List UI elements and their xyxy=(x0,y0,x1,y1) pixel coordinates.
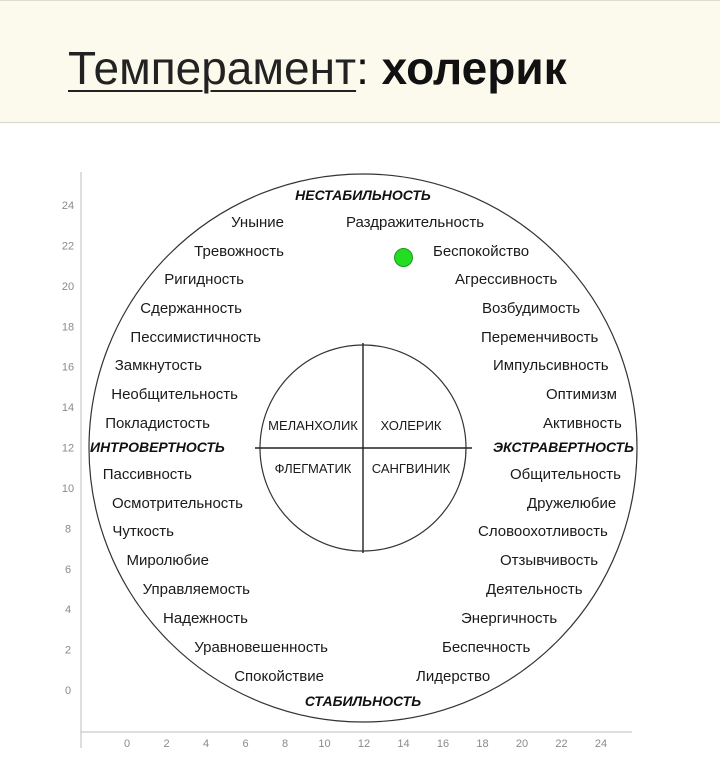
trait-label: Уравновешенность xyxy=(194,639,328,656)
x-tick-label: 2 xyxy=(163,738,170,750)
y-tick-label: 4 xyxy=(64,604,72,617)
trait-label: Лидерство xyxy=(416,668,491,685)
y-tick-label: 24 xyxy=(61,200,75,212)
temperament-value: холерик xyxy=(381,42,567,94)
trait-label: Тревожность xyxy=(194,243,284,260)
trait-label: Уныние xyxy=(231,214,284,231)
trait-label: Словоохотливость xyxy=(478,523,608,540)
trait-label: Осмотрительность xyxy=(111,495,243,512)
y-tick-label: 12 xyxy=(61,442,75,455)
x-tick-label: 14 xyxy=(397,738,410,750)
trait-label: Покладистость xyxy=(105,415,210,432)
y-tick-label: 18 xyxy=(61,321,75,334)
trait-label: Сдержанность xyxy=(140,300,242,317)
quadrant-sanguine: САНГВИНИК xyxy=(371,461,451,476)
x-tick-label: 0 xyxy=(123,738,131,750)
x-tick-label: 24 xyxy=(594,738,608,750)
axis-label-bottom: СТАБИЛЬНОСТЬ xyxy=(304,693,422,709)
trait-label: Управляемость xyxy=(142,581,250,598)
y-tick-label: 20 xyxy=(61,280,75,293)
trait-label: Беспокойство xyxy=(433,243,530,260)
quadrant-choleric: ХОЛЕРИК xyxy=(380,418,442,433)
y-tick-label: 0 xyxy=(64,685,72,697)
x-tick-label: 16 xyxy=(436,738,450,750)
x-tick-label: 6 xyxy=(242,738,249,750)
x-tick-label: 18 xyxy=(476,738,489,750)
temperament-word: Темперамент xyxy=(68,42,357,94)
trait-label: Миролюбие xyxy=(126,552,209,569)
trait-label: Пассивность xyxy=(102,466,192,483)
data-point-marker xyxy=(395,249,413,267)
trait-label: Энергичность xyxy=(461,610,558,627)
x-tick-label: 10 xyxy=(318,738,331,750)
axis-label-top: НЕСТАБИЛЬНОСТЬ xyxy=(295,187,431,203)
trait-label: Отзывчивость xyxy=(500,552,599,569)
trait-label: Общительность xyxy=(510,466,621,483)
trait-label: Спокойствие xyxy=(234,668,324,685)
trait-label: Возбудимость xyxy=(482,300,581,317)
trait-label: Надежность xyxy=(163,610,248,627)
y-tick-label: 10 xyxy=(61,482,75,495)
title-separator: : xyxy=(356,42,382,94)
trait-label: Чуткость xyxy=(112,523,174,540)
trait-label: Раздражительность xyxy=(346,214,485,231)
trait-label: Оптимизм xyxy=(546,386,617,403)
y-tick-label: 16 xyxy=(61,361,75,374)
trait-label: Импульсивность xyxy=(493,357,609,374)
y-tick-label: 22 xyxy=(61,240,75,253)
trait-label: Агрессивность xyxy=(455,271,558,288)
quadrant-phlegmatic: ФЛЕГМАТИК xyxy=(274,461,352,476)
axis-label-right: ЭКСТРАВЕРТНОСТЬ xyxy=(492,439,634,455)
x-tick-label: 4 xyxy=(202,738,210,750)
y-tick-label: 2 xyxy=(64,644,72,657)
trait-label: Ригидность xyxy=(164,271,244,288)
trait-label: Беспечность xyxy=(442,639,531,656)
y-tick-label: 6 xyxy=(64,563,72,576)
trait-label: Активность xyxy=(543,415,622,432)
quadrant-melancholic: МЕЛАНХОЛИК xyxy=(268,418,358,433)
trait-label: Дружелюбие xyxy=(527,495,617,512)
axis-label-left: ИНТРОВЕРТНОСТЬ xyxy=(90,439,225,455)
trait-label: Переменчивость xyxy=(481,329,599,346)
y-tick-label: 8 xyxy=(64,523,72,536)
x-tick-label: 22 xyxy=(555,738,568,750)
x-tick-label: 20 xyxy=(515,738,529,750)
y-tick-label: 14 xyxy=(61,402,75,415)
x-tick-label: 8 xyxy=(281,738,289,750)
trait-label: Замкнутость xyxy=(114,357,202,374)
trait-label: Необщительность xyxy=(111,386,238,403)
trait-label: Пессимистичность xyxy=(130,329,261,346)
trait-label: Деятельность xyxy=(486,581,583,598)
x-tick-label: 12 xyxy=(357,738,371,750)
